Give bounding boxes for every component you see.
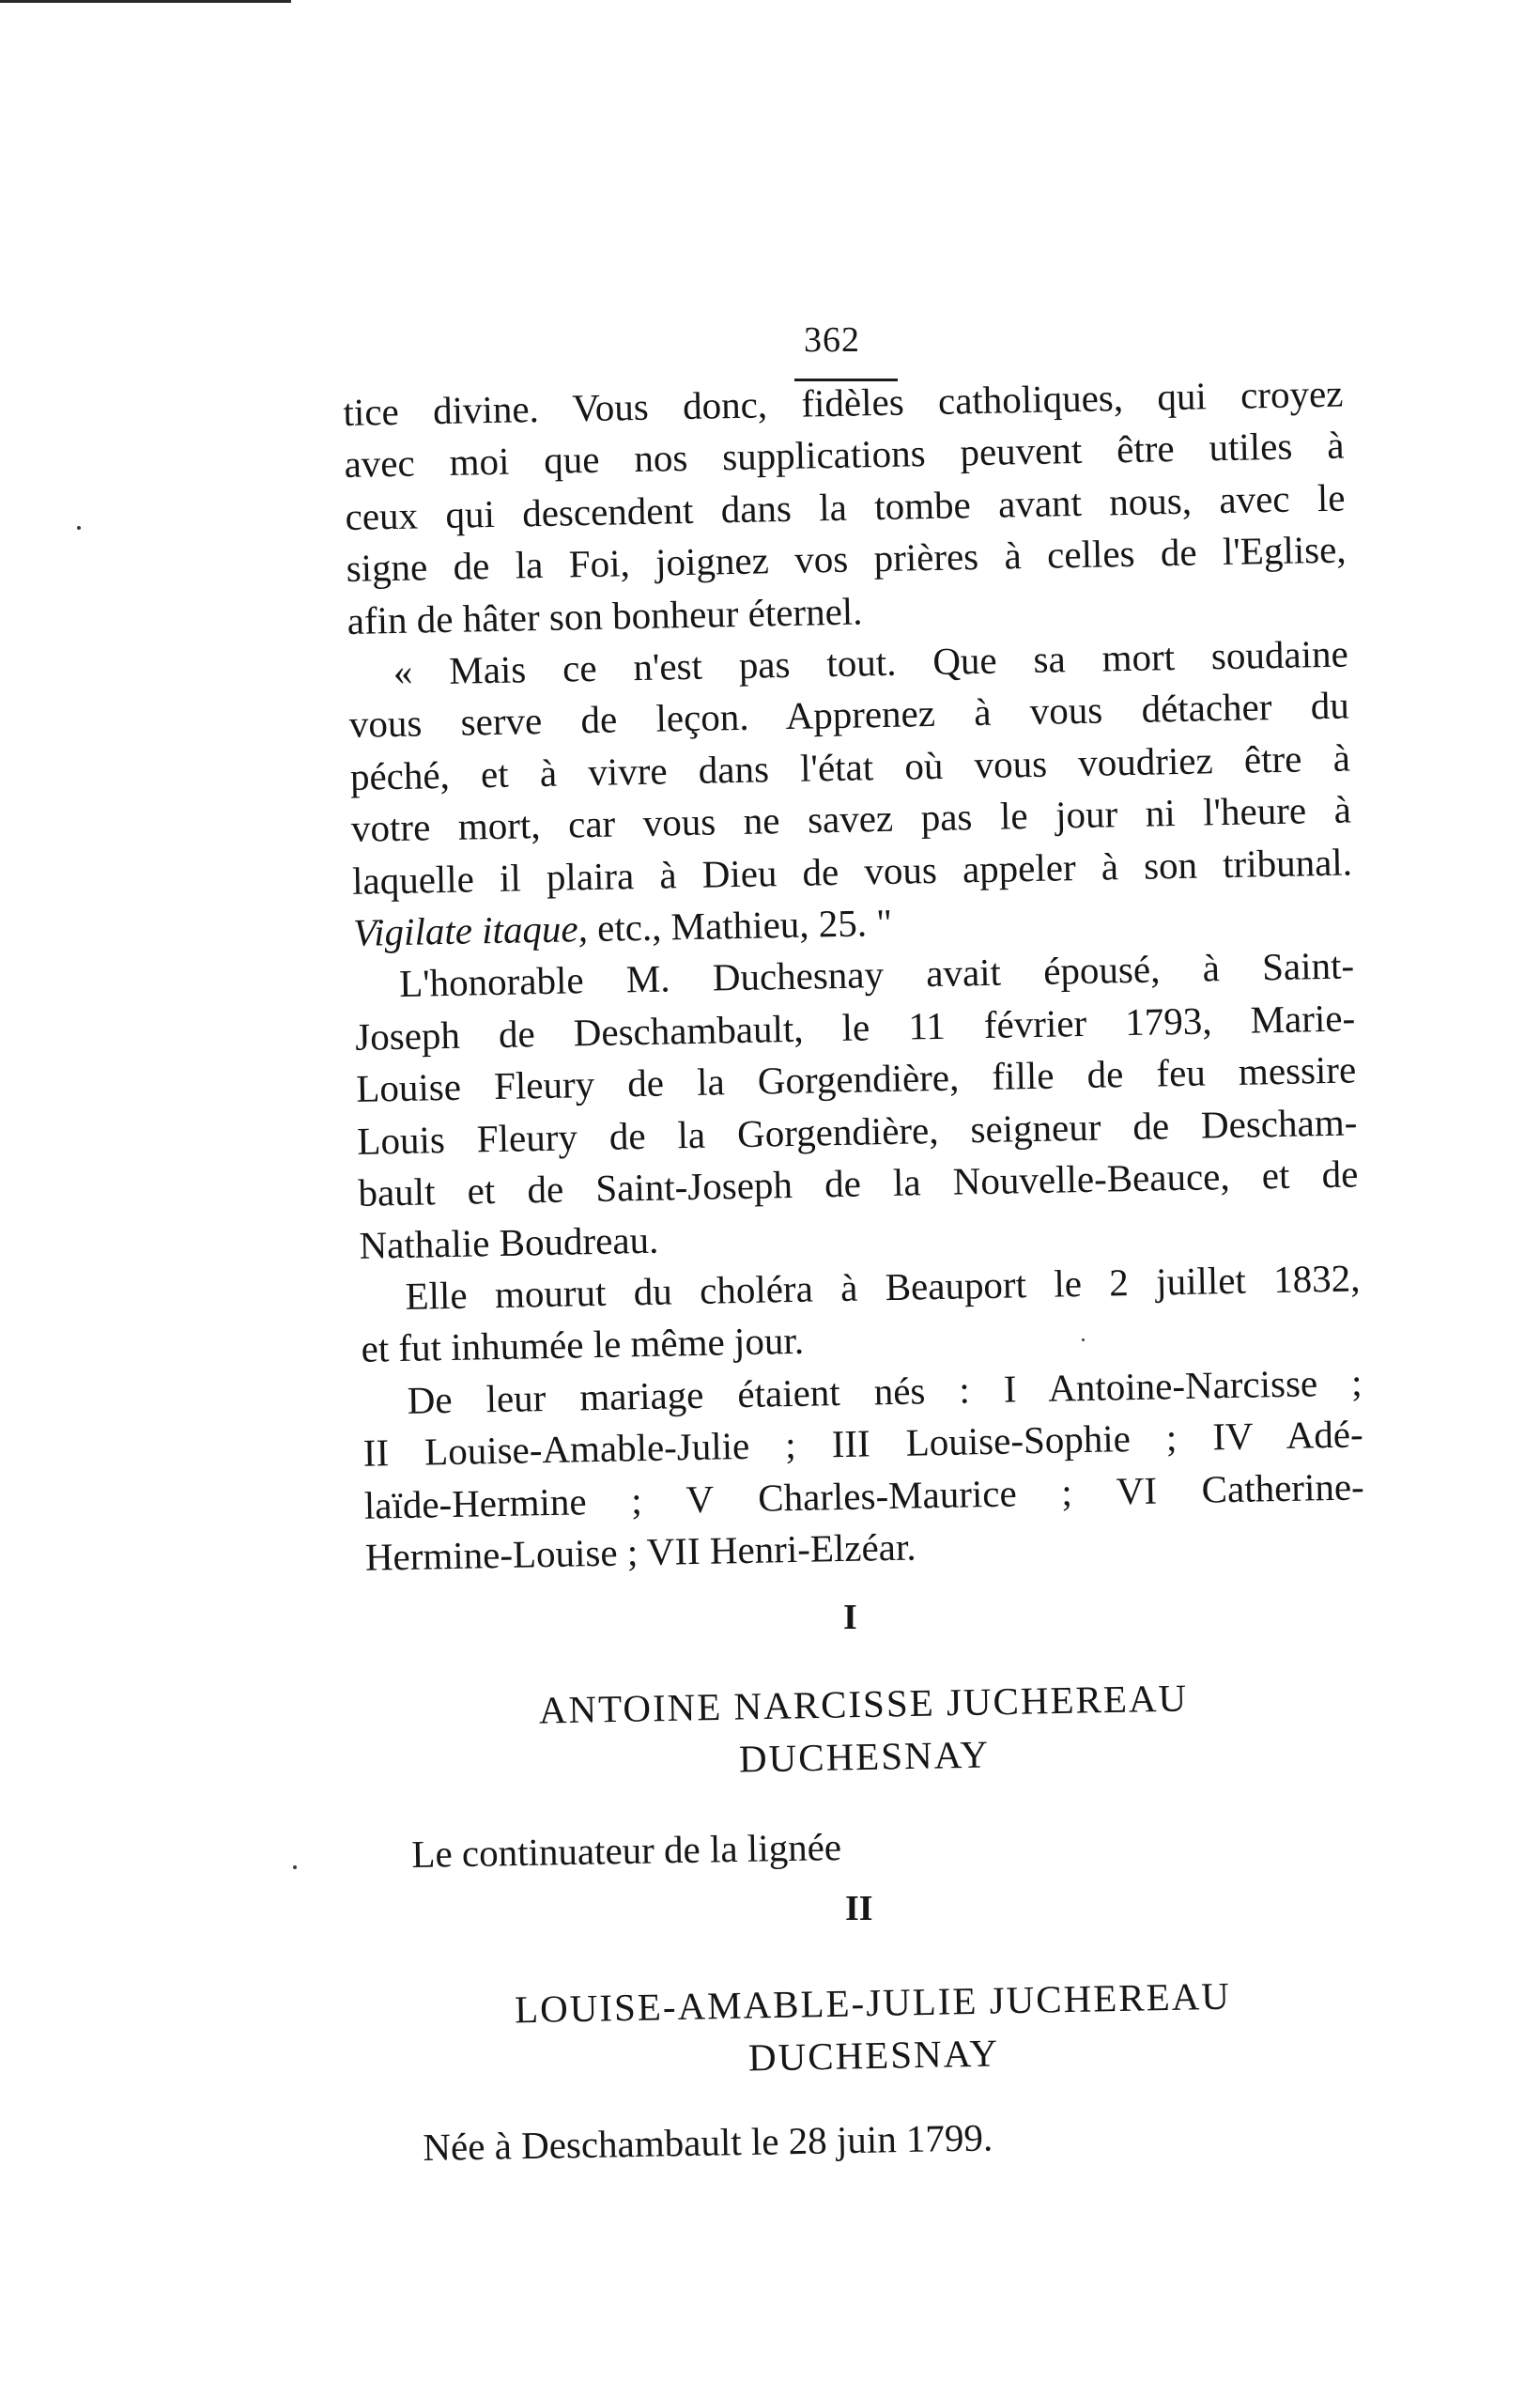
text-line: Louise Fleury de la Gorgendière, fille de feu messire (355, 1047, 1357, 1111)
paragraph (362, 1356, 1365, 1584)
paragraph (360, 1252, 1362, 1375)
text-line: afin de hâter son bonheur éternel. (346, 589, 863, 642)
text-line: et fut inhumée le même jour. (361, 1319, 805, 1371)
text-line: L'honorable M. Duchesnay avait épousé, à Saint- (398, 943, 1355, 1006)
heading-line: ANTOINE NARCISSE JUCHEREAU (538, 1676, 1189, 1732)
section-text: Née à Deschambault le 28 juin 1799. (423, 2115, 993, 2169)
text-line: péché, et à vivre dans l'état où vous voudriez être à (349, 735, 1351, 798)
text-line: vous serve de leçon. Apprenez à vous détacher du (348, 683, 1350, 747)
text-line: signe de la Foi, joignez vos prières à celles de l'Eglise, (346, 527, 1347, 591)
section-text: Le continuateur de la lignée (411, 1825, 842, 1876)
text-line: tice divine. Vous donc, fidèles catholiques, qui croyez (343, 371, 1344, 434)
citation: etc., Mathieu, 25. " (587, 900, 893, 951)
section-numeral: I (843, 1598, 857, 1637)
section-heading (431, 1968, 1316, 2090)
text-line: Nathalie Boudreau. (359, 1217, 659, 1267)
scan-edge-line (0, 0, 291, 3)
section-numeral: II (845, 1889, 873, 1928)
text-line: Louis Fleury de la Gorgendière, seigneur de Descham- (356, 1100, 1358, 1163)
text-line: ceux qui descendent dans la tombe avant nous, avec le (345, 475, 1346, 538)
text-line: Hermine-Louise ; VII Henri-Elzéar. (364, 1524, 916, 1579)
latin-quote: Vigilate itaque, (352, 906, 589, 954)
text-line: Joseph de Deschambault, le 11 février 1793, Marie- (354, 996, 1356, 1059)
text-line: II Louise-Amable-Julie ; III Louise-Sophie ; IV Adé- (362, 1412, 1364, 1475)
text-line: Elle mourut du choléra à Beauport le 2 juillet 1832, (405, 1256, 1361, 1318)
paragraph (354, 940, 1360, 1272)
scan-speck (77, 526, 81, 530)
heading-line: LOUISE-AMABLE-JULIE JUCHEREAU (514, 1973, 1232, 2032)
body-text (343, 368, 1365, 1585)
text-line: De leur mariage étaient nés : I Antoine-Narcisse ; (407, 1360, 1363, 1422)
page-number: 362 (804, 320, 860, 360)
text-line: avec moi que nos supplications peuvent être utiles à (344, 423, 1345, 487)
text-line: votre mort, car vous ne savez pas le jour ni l'heure à (350, 787, 1352, 851)
scan-speck (293, 1865, 297, 1869)
text-line: laquelle il plaira à Dieu de vous appeler à son tribunal. (351, 840, 1353, 903)
text-line: « Mais ce n'est pas tout. Que sa mort soudaine (393, 631, 1349, 694)
text-line: laïde-Hermine ; V Charles-Maurice ; VI Catherine- (363, 1463, 1365, 1527)
paragraph (343, 368, 1348, 647)
heading-line: DUCHESNAY (738, 1732, 991, 1781)
section-heading (440, 1669, 1287, 1790)
heading-line: DUCHESNAY (747, 2031, 1000, 2080)
text-line: bault et de Saint-Joseph de la Nouvelle-Beauce, et de (358, 1152, 1359, 1214)
paragraph (347, 628, 1353, 960)
